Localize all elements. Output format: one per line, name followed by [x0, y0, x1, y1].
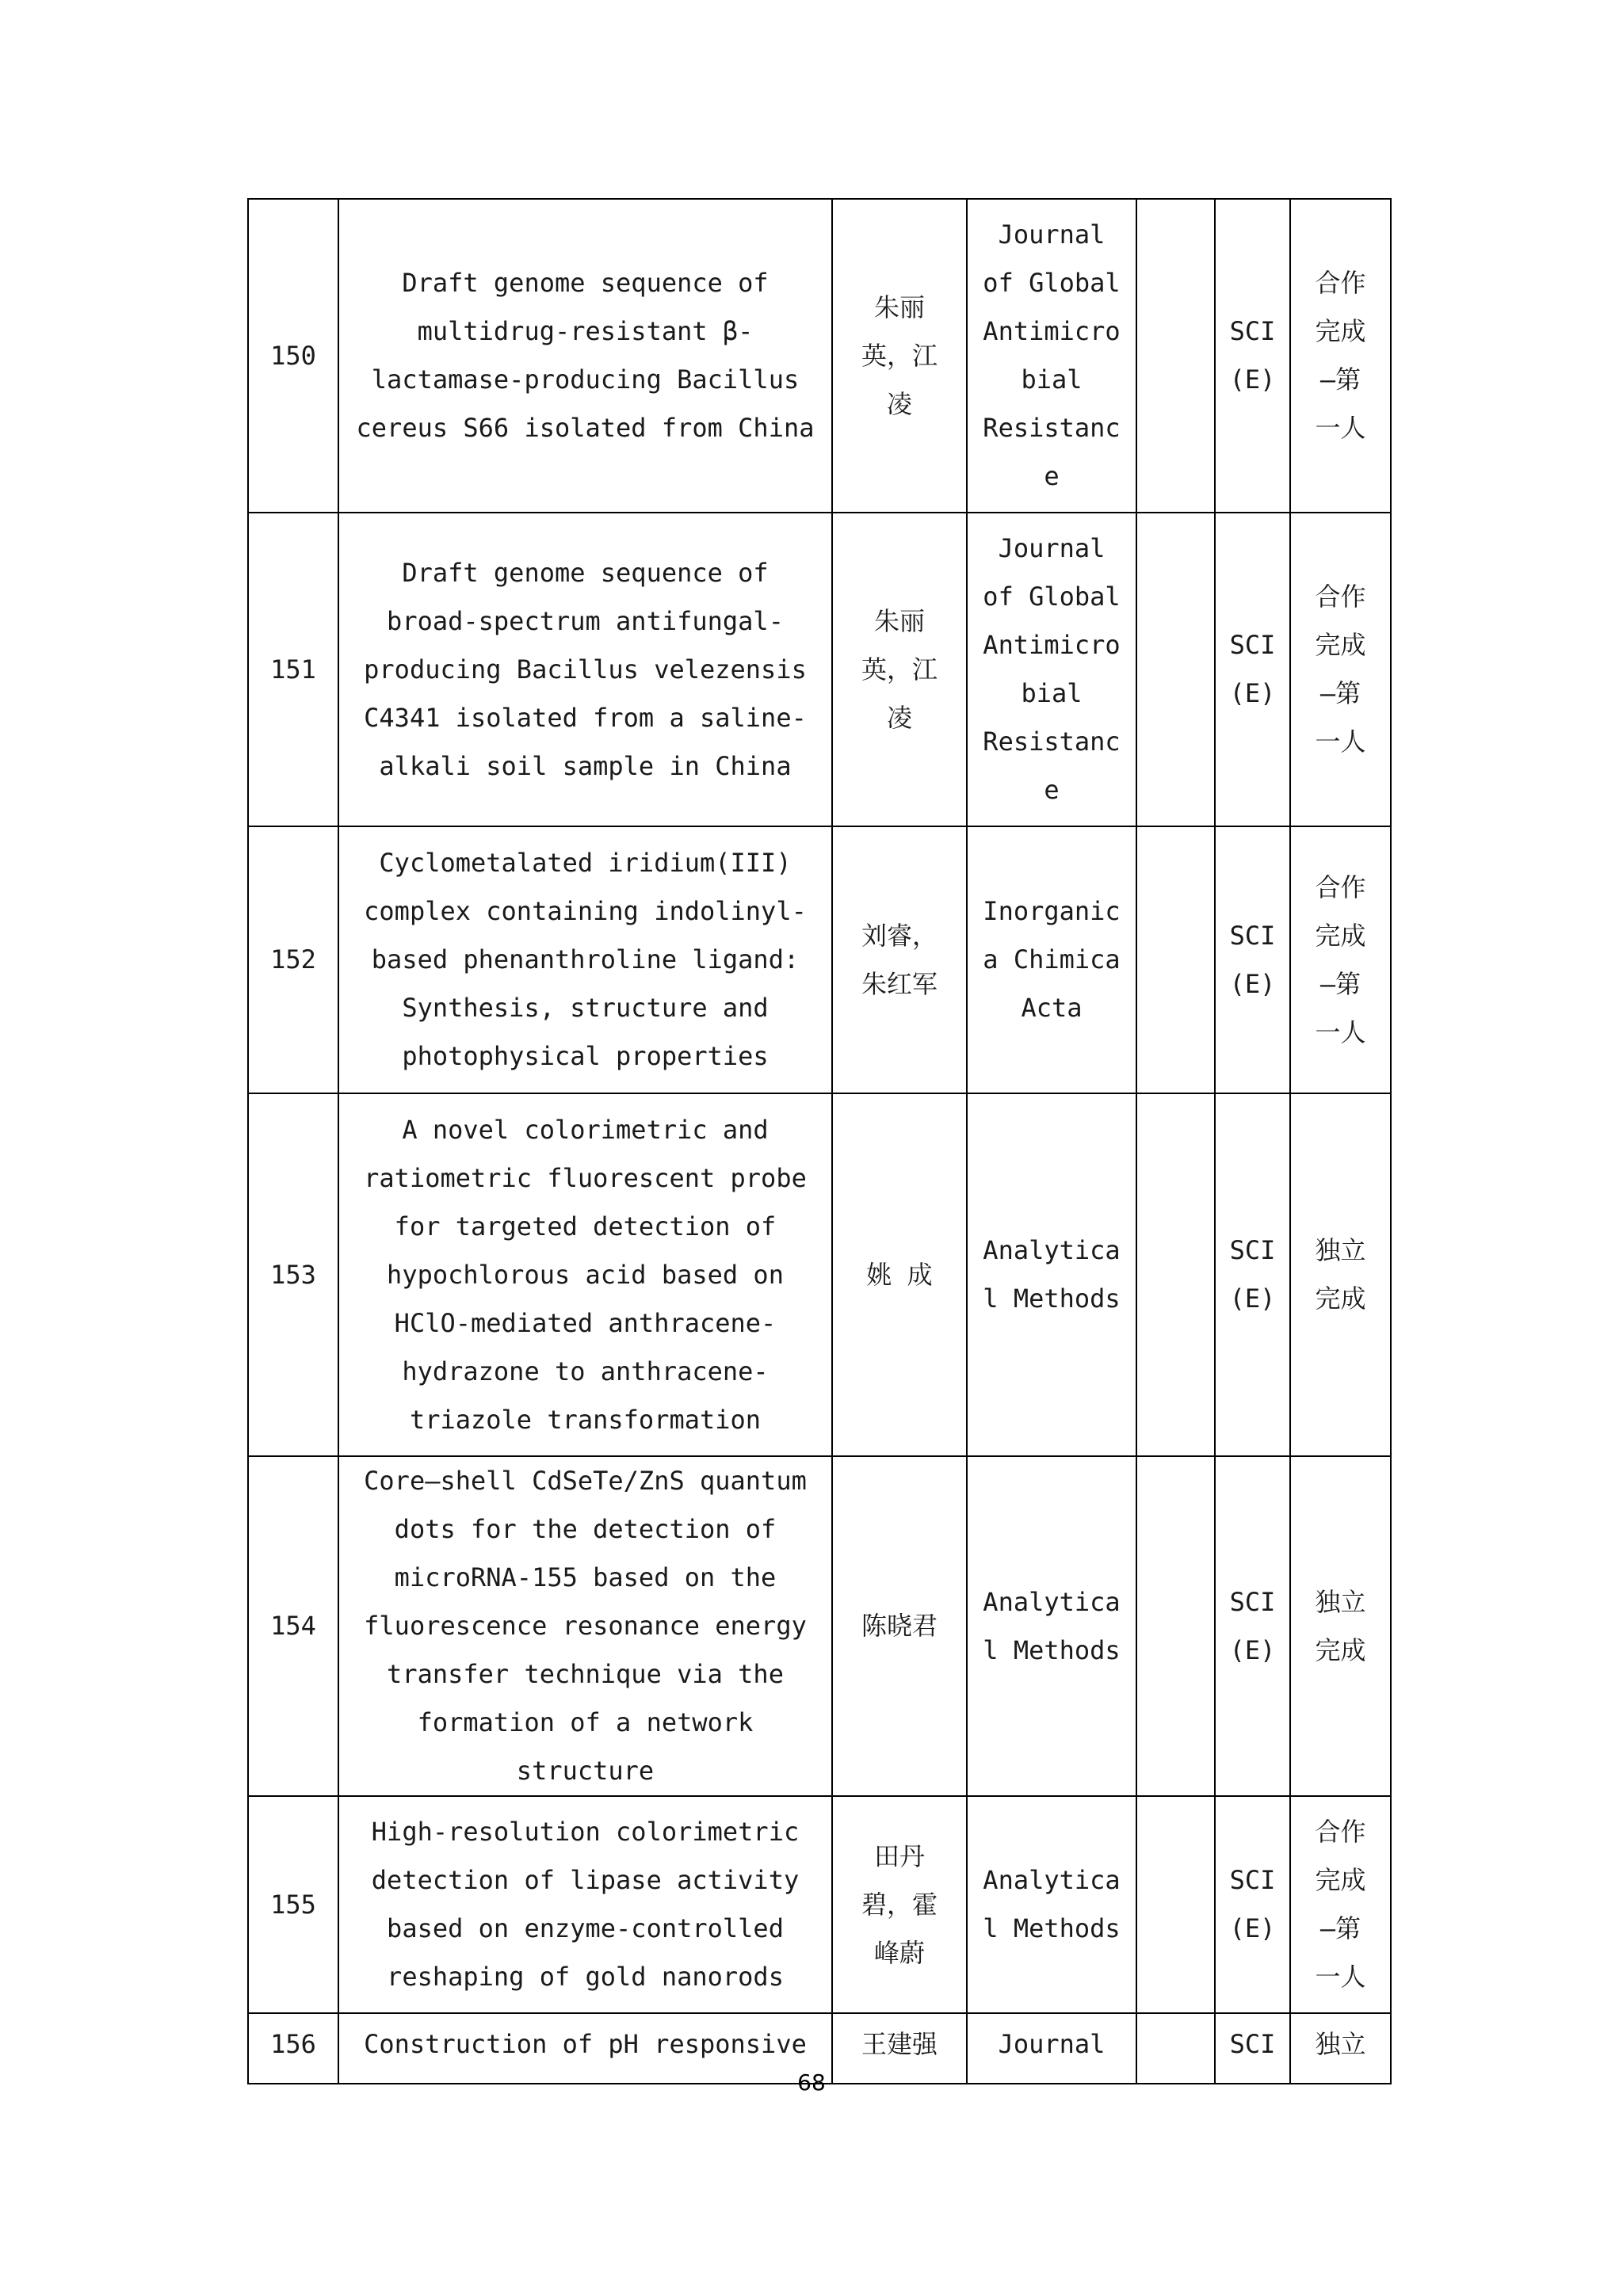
- index-type: SCI (E): [1215, 199, 1290, 513]
- journal-name: Journal of Global Antimicro bial Resistanc e: [967, 199, 1136, 513]
- paper-authors: 姚 成: [832, 1093, 967, 1456]
- empty-cell: [1136, 199, 1215, 513]
- index-type: SCI: [1215, 2013, 1290, 2084]
- row-number: 156: [248, 2013, 338, 2084]
- empty-cell: [1136, 1456, 1215, 1796]
- page-number: 68: [797, 2069, 826, 2096]
- row-number: 153: [248, 1093, 338, 1456]
- completion-role: 独立 完成: [1290, 1093, 1391, 1456]
- journal-name: Journal: [967, 2013, 1136, 2084]
- index-type: SCI (E): [1215, 826, 1290, 1093]
- completion-role: 合作 完成 —第 一人: [1290, 513, 1391, 826]
- row-number: 151: [248, 513, 338, 826]
- empty-cell: [1136, 1796, 1215, 2013]
- paper-authors: 陈晓君: [832, 1456, 967, 1796]
- table-row: [248, 1456, 1391, 1796]
- paper-title: Draft genome sequence of multidrug-resistant β-lactamase-producing Bacillus cereus S66 isolated from China: [338, 199, 832, 513]
- paper-authors: 朱丽 英，江 凌: [832, 513, 967, 826]
- paper-authors: 刘睿， 朱红军: [832, 826, 967, 1093]
- publication-table: [247, 198, 1392, 2084]
- paper-authors: 田丹 碧，霍 峰蔚: [832, 1796, 967, 2013]
- table-row: [248, 1796, 1391, 2013]
- paper-authors: 朱丽 英，江 凌: [832, 199, 967, 513]
- paper-title: A novel colorimetric and ratiometric fluorescent probe for targeted detection of hypochlorous acid based on HClO-mediated anthracene-hydrazone to anthracene-triazole transformation: [338, 1093, 832, 1456]
- index-type: SCI (E): [1215, 1796, 1290, 2013]
- row-number: 154: [248, 1456, 338, 1796]
- empty-cell: [1136, 513, 1215, 826]
- paper-title: Cyclometalated iridium(III) complex containing indolinyl-based phenanthroline ligand: Synthesis, structure and photophysical properties: [338, 826, 832, 1093]
- table-row: [248, 1093, 1391, 1456]
- journal-name: Journal of Global Antimicro bial Resistanc e: [967, 513, 1136, 826]
- table-row: [248, 826, 1391, 1093]
- journal-name: Inorganic a Chimica Acta: [967, 826, 1136, 1093]
- row-number: 155: [248, 1796, 338, 2013]
- completion-role: 独立 完成: [1290, 1456, 1391, 1796]
- table-row: [248, 199, 1391, 513]
- paper-title: Construction of pH responsive: [338, 2013, 832, 2084]
- paper-title: High-resolution colorimetric detection of lipase activity based on enzyme-controlled reshaping of gold nanorods: [338, 1796, 832, 2013]
- paper-authors: 王建强: [832, 2013, 967, 2084]
- index-type: SCI (E): [1215, 513, 1290, 826]
- completion-role: 合作 完成 —第 一人: [1290, 826, 1391, 1093]
- journal-name: Analytica l Methods: [967, 1796, 1136, 2013]
- journal-name: Analytica l Methods: [967, 1456, 1136, 1796]
- row-number: 152: [248, 826, 338, 1093]
- completion-role: 独立: [1290, 2013, 1391, 2084]
- paper-title: Draft genome sequence of broad-spectrum antifungal-producing Bacillus velezensis C4341 isolated from a saline-alkali soil sample in China: [338, 513, 832, 826]
- completion-role: 合作 完成 —第 一人: [1290, 1796, 1391, 2013]
- completion-role: 合作 完成 —第 一人: [1290, 199, 1391, 513]
- journal-name: Analytica l Methods: [967, 1093, 1136, 1456]
- empty-cell: [1136, 1093, 1215, 1456]
- index-type: SCI (E): [1215, 1456, 1290, 1796]
- table-row: [248, 513, 1391, 826]
- paper-title: Core–shell CdSeTe/ZnS quantum dots for the detection of microRNA-155 based on the fluorescence resonance energy transfer technique via the formation of a network structure: [338, 1456, 832, 1796]
- row-number: 150: [248, 199, 338, 513]
- empty-cell: [1136, 826, 1215, 1093]
- index-type: SCI (E): [1215, 1093, 1290, 1456]
